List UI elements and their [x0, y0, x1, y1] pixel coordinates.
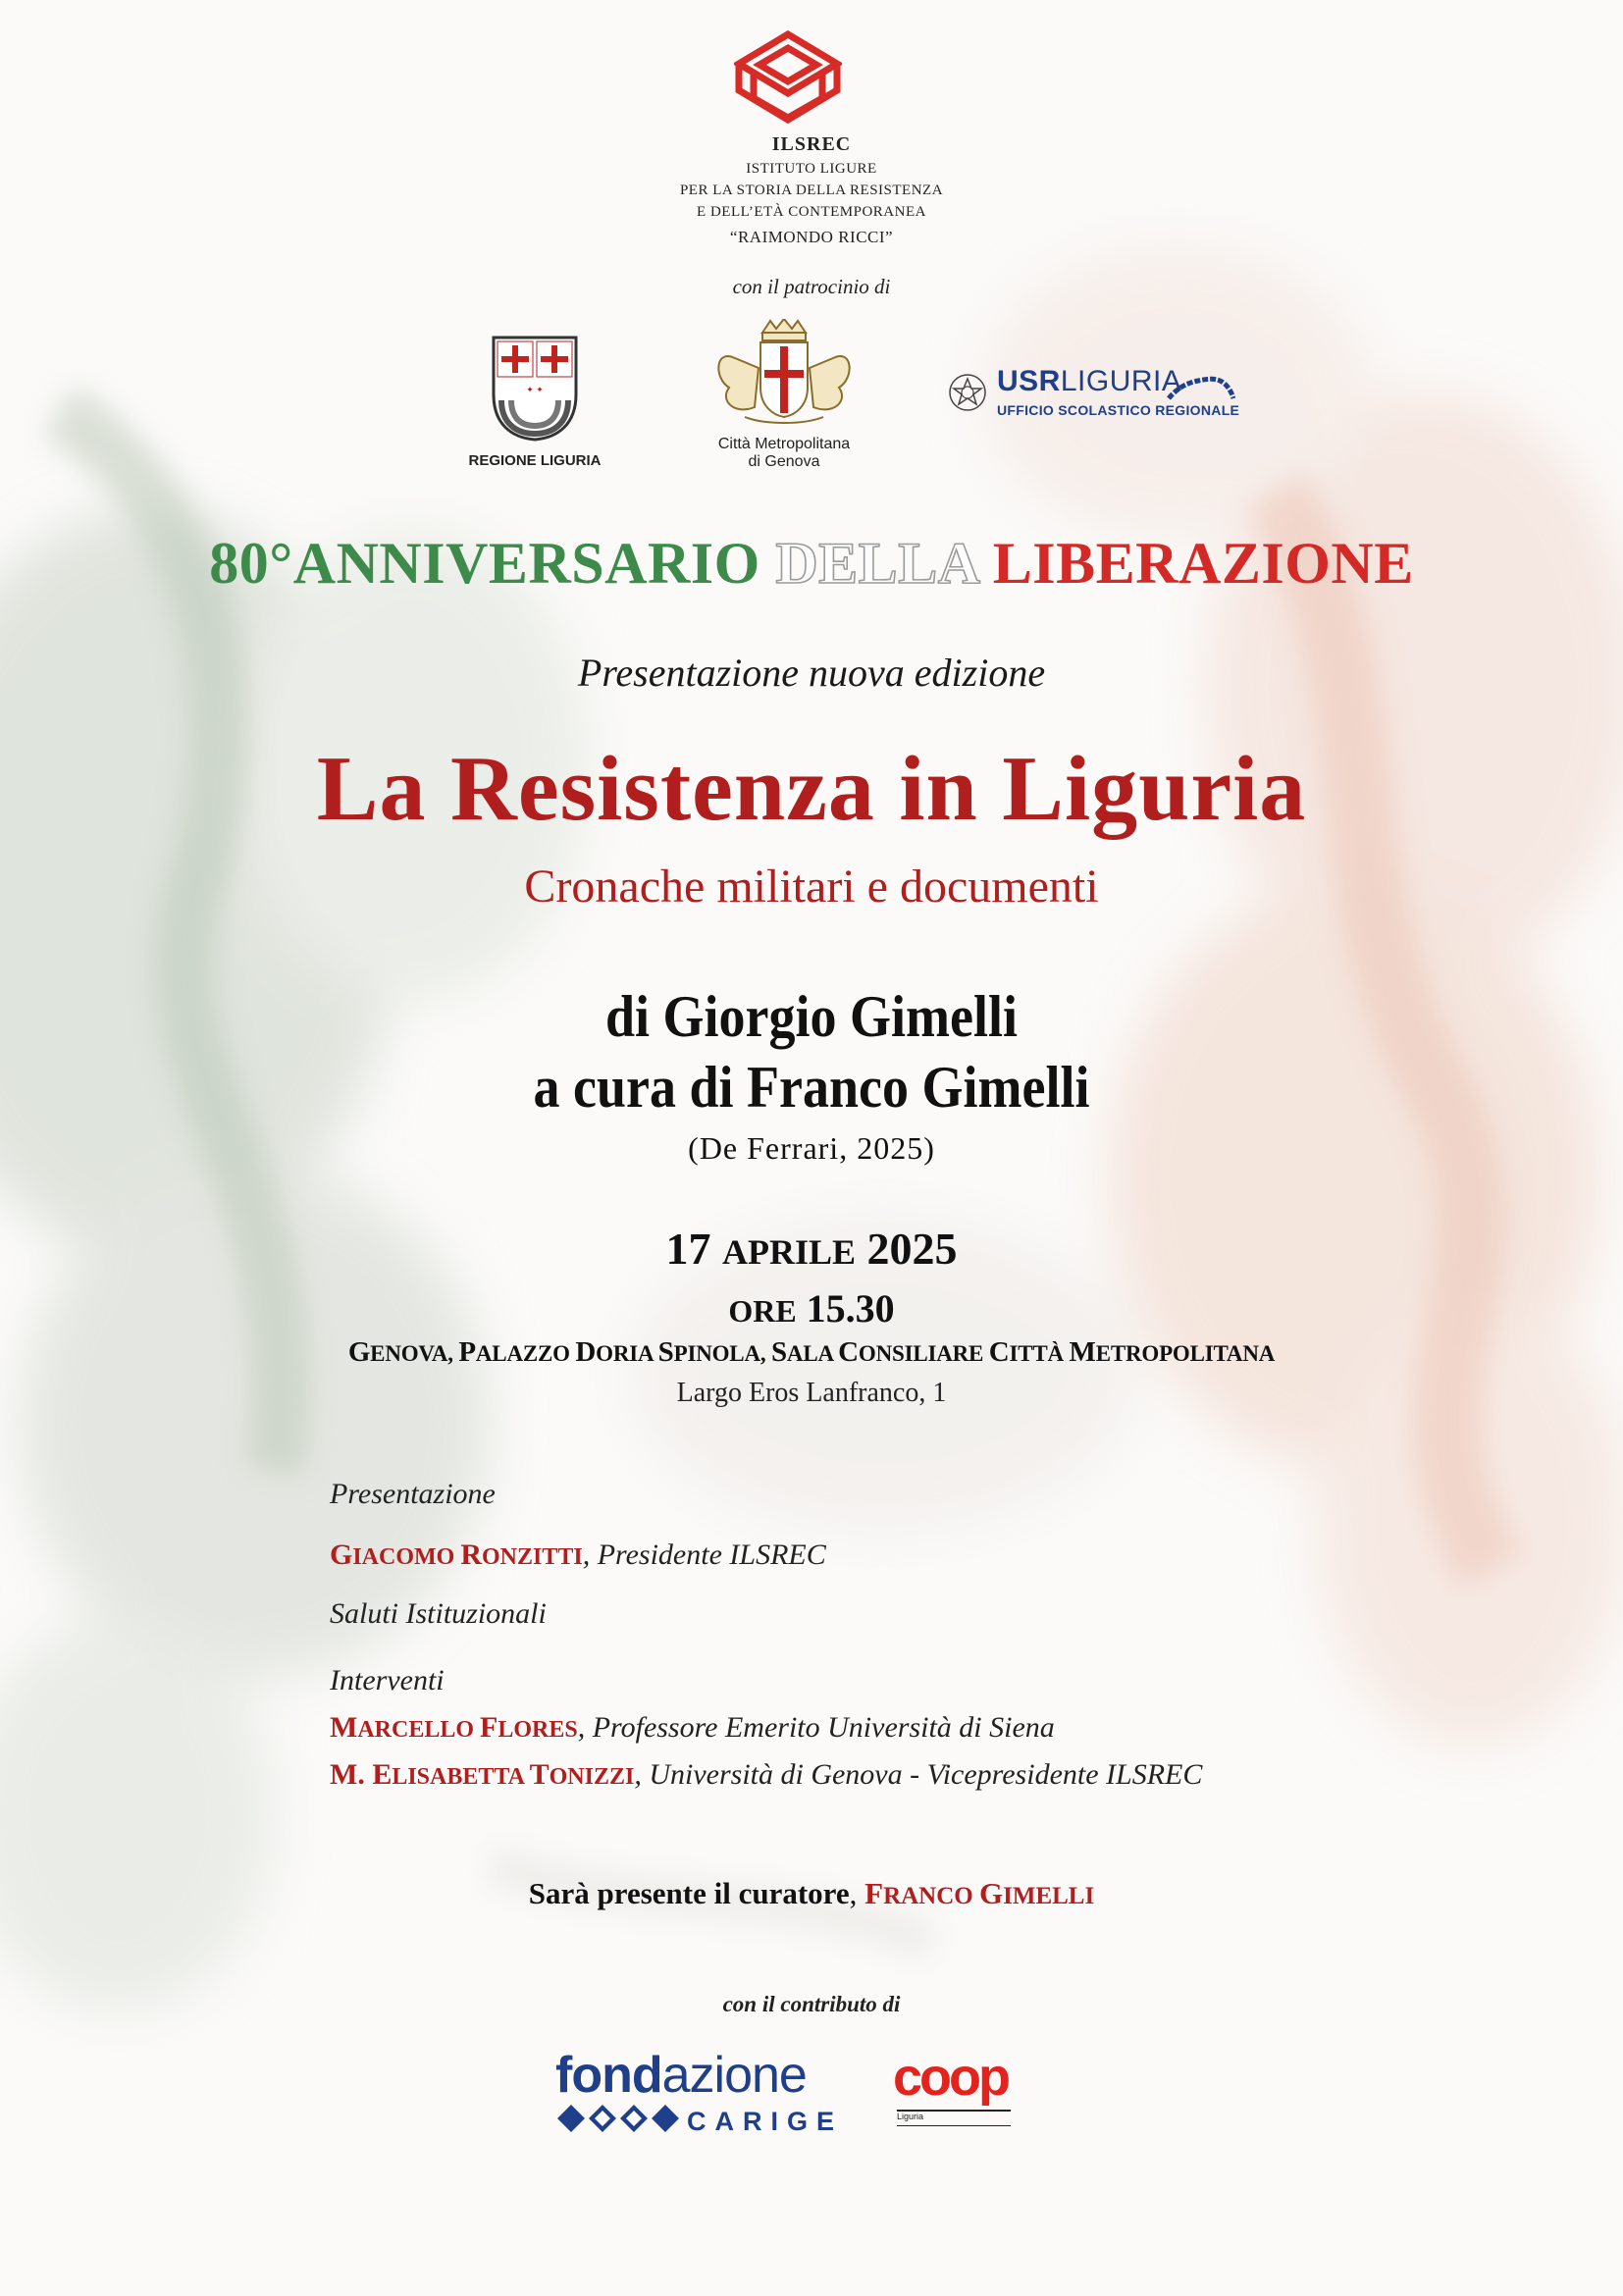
- contribution-label: con il contributo di: [722, 1992, 901, 2016]
- citta-metropolitana-logo: [691, 319, 877, 471]
- ilsrec-logo-icon: [734, 29, 842, 130]
- italian-republic-emblem-icon: [946, 369, 989, 418]
- interventions-label: Interventi: [330, 1664, 445, 1696]
- presentation-intro: Presentazione nuova edizione: [577, 651, 1046, 695]
- anniversary-part-1: 80°ANNIVERSARIO: [209, 531, 760, 596]
- patronage-label: con il patrocinio di: [732, 275, 891, 298]
- institute-line-3: E DELL’ETÀ CONTEMPORANEA: [697, 204, 926, 220]
- event-time: [0, 1285, 1623, 1331]
- regione-liguria-shield-icon: [490, 334, 580, 444]
- fondazione-word-rest: azione: [661, 2047, 807, 2104]
- regione-liguria-logo: [461, 334, 608, 469]
- liguria-coastline-icon: [1167, 373, 1235, 402]
- carige-diamonds-icon: [555, 2101, 683, 2140]
- editor-line: a cura di Franco Gimelli: [533, 1055, 1090, 1120]
- coop-sub-label: Liguria: [897, 2112, 924, 2121]
- citta-metropolitana-label-1: Città Metropolitana: [717, 436, 851, 452]
- institute-line-4: “RAIMONDO RICCI”: [729, 228, 894, 246]
- institute-name: ILSREC: [771, 133, 852, 155]
- citta-metropolitana-label-2: di Genova: [748, 453, 820, 470]
- usr-subtitle: UFFICIO SCOLASTICO REGIONALE: [997, 402, 1240, 418]
- event-venue: GENOVA, PALAZZO DORIA SPINOLA, SALA CONSILIARE CITTÀ METROPOLITANA: [347, 1336, 1276, 1368]
- book-title: La Resistenza in Liguria: [316, 738, 1307, 840]
- event-time-value: 15.30: [806, 1286, 895, 1331]
- coop-liguria-logo: [893, 2048, 1011, 2121]
- event-year: 2025: [866, 1224, 958, 1274]
- regione-liguria-label: REGIONE LIGURIA: [468, 452, 602, 469]
- svg-text:✦ ✦: ✦ ✦: [526, 385, 544, 394]
- book-subtitle: Cronache militari e documenti: [524, 861, 1099, 913]
- event-date: [0, 1223, 1623, 1275]
- institute-line-1: ISTITUTO LIGURE: [746, 161, 877, 177]
- anniversary-part-3: LIBERAZIONE: [992, 531, 1414, 596]
- coop-wordmark: coop: [893, 2048, 1008, 2107]
- event-time-label: ORE: [728, 1293, 797, 1329]
- genova-coat-of-arms-icon: [706, 319, 863, 429]
- event-address: Largo Eros Lanfranco, 1: [676, 1378, 947, 1408]
- publisher: (De Ferrari, 2025): [688, 1130, 935, 1166]
- fondazione-word-bold: fond: [555, 2047, 662, 2104]
- speaker-ronzitti: GIACOMO RONZITTI, Presidente ILSREC: [330, 1539, 826, 1571]
- anniversary-title: [0, 530, 1623, 598]
- usr-title-rest: LIGURIA: [1060, 365, 1182, 397]
- presentation-label: Presentazione: [330, 1478, 496, 1510]
- event-month: APRILE: [721, 1232, 857, 1272]
- institute-line-2: PER LA STORIA DELLA RESISTENZA: [679, 183, 944, 198]
- anniversary-part-2: DELLA: [775, 531, 978, 596]
- speaker-flores: MARCELLO FLORES, Professore Emerito Università di Siena: [330, 1711, 1055, 1744]
- curator-note: Sarà presente il curatore, FRANCO GIMELLI: [528, 1876, 1095, 1910]
- speaker-tonizzi: M. ELISABETTA TONIZZI, Università di Genova - Vicepresidente ILSREC: [330, 1758, 1203, 1791]
- fondazione-carige-logo: [555, 2046, 869, 2136]
- carige-label: CARIGE: [687, 2107, 844, 2136]
- author-line: di Giorgio Gimelli: [605, 984, 1018, 1049]
- event-day: 17: [665, 1224, 711, 1274]
- book-authors: [81, 981, 1543, 1122]
- greetings-label: Saluti Istituzionali: [330, 1597, 547, 1630]
- coop-rule-bottom: [897, 2125, 1011, 2126]
- usr-title-bold: USR: [997, 365, 1061, 397]
